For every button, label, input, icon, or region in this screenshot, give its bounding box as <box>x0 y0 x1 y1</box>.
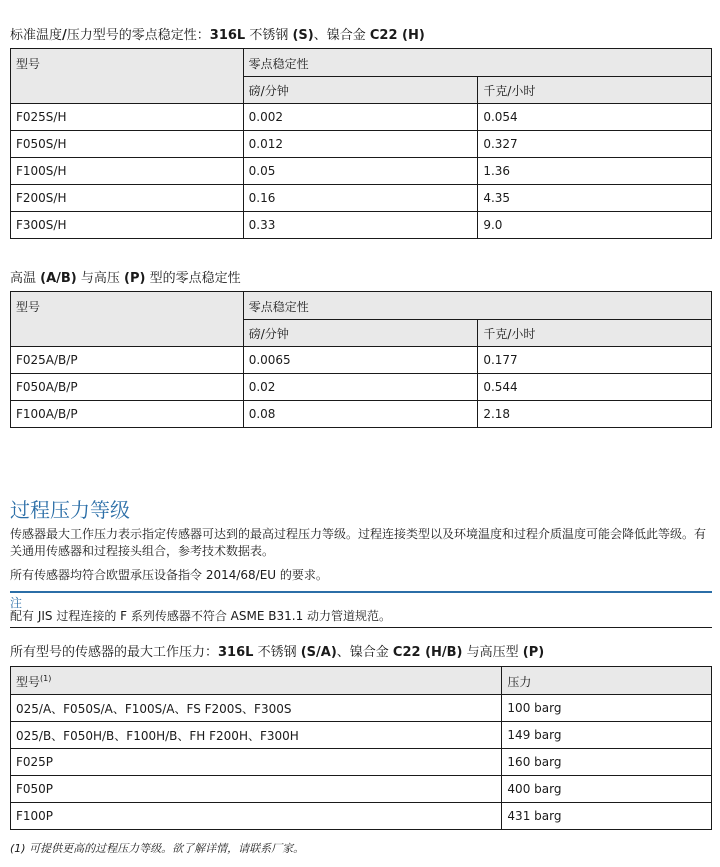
col-header-model <box>11 667 502 695</box>
title-bold: (S) <box>292 28 314 43</box>
section-heading: 过程压力等级 <box>10 498 130 522</box>
cell-kg-per-hr: 0.544 <box>478 374 712 401</box>
zero-stability-table-standard <box>10 48 712 239</box>
cell-pressure: 400 barg <box>502 776 712 803</box>
col-header-zero-stability: 零点稳定性 <box>243 49 711 77</box>
cell-lb-per-min: 0.33 <box>243 212 478 239</box>
cell-kg-per-hr: 0.054 <box>478 104 712 131</box>
cell-kg-per-hr: 9.0 <box>478 212 712 239</box>
cell-pressure: 100 barg <box>502 695 712 722</box>
title-bold: (A/B) <box>40 271 77 286</box>
table-row <box>11 131 712 158</box>
title-text: 与高压型 <box>462 645 523 660</box>
cell-kg-per-hr: 0.327 <box>478 131 712 158</box>
title-text: 不锈钢 <box>253 645 301 660</box>
table-row <box>11 695 712 722</box>
title-bold: (P) <box>522 645 545 660</box>
col-header-zero-stability: 零点稳定性 <box>243 292 711 320</box>
title-bold: 316L <box>209 28 246 43</box>
col-header-model: 型号 <box>11 49 244 104</box>
note-label: 注 <box>10 596 23 610</box>
cell-kg-per-hr: 0.177 <box>478 347 712 374</box>
cell-lb-per-min: 0.05 <box>243 158 478 185</box>
table-row <box>11 722 712 749</box>
directive-paragraph: 所有传感器均符合欧盟承压设备指令 2014/68/EU 的要求。 <box>10 568 328 582</box>
title-text: 不锈钢 <box>245 28 293 43</box>
table1-title <box>10 24 425 43</box>
title-text: 与高压 <box>76 271 125 286</box>
cell-lb-per-min: 0.012 <box>243 131 478 158</box>
table-row <box>11 374 712 401</box>
cell-kg-per-hr: 1.36 <box>478 158 712 185</box>
cell-kg-per-hr: 4.35 <box>478 185 712 212</box>
footnote-ref: (1) <box>40 674 52 683</box>
table-row <box>11 803 712 830</box>
table-row <box>11 158 712 185</box>
table3-title <box>10 641 544 660</box>
note-text: 配有 JIS 过程连接的 F 系列传感器不符合 ASME B31.1 动力管道规范。 <box>10 609 392 623</box>
cell-model: F200S/H <box>11 185 244 212</box>
col-header-lb-per-min: 磅/分钟 <box>243 320 478 347</box>
title-bold: (S/A) <box>300 645 337 660</box>
title-text: 、镍合金 <box>313 28 370 43</box>
table2-title <box>10 267 241 286</box>
cell-model: F100S/H <box>11 158 244 185</box>
title-bold: C22 (H/B) <box>392 645 463 660</box>
table-row <box>11 749 712 776</box>
cell-model: 025/B、F050H/B、F100H/B、FH F200H、F300H <box>11 722 502 749</box>
table-row <box>11 401 712 428</box>
cell-model: F050A/B/P <box>11 374 244 401</box>
col-header-pressure: 压力 <box>502 667 712 695</box>
cell-model: F050S/H <box>11 131 244 158</box>
col-header-kg-per-hr: 千克/小时 <box>478 77 712 104</box>
table-row <box>11 347 712 374</box>
max-pressure-table <box>10 666 712 830</box>
cell-model: F025S/H <box>11 104 244 131</box>
title-bold: 316L <box>218 645 254 660</box>
title-text: 压力型号的零点稳定性： <box>66 28 210 43</box>
title-text: 型的零点稳定性 <box>145 271 241 286</box>
title-text: 标准温度 <box>10 28 63 43</box>
cell-model: F300S/H <box>11 212 244 239</box>
footnote: (1) 可提供更高的过程压力等级。欲了解详情，请联系厂家。 <box>10 842 305 855</box>
cell-pressure: 160 barg <box>502 749 712 776</box>
zero-stability-table-high-temp <box>10 291 712 428</box>
cell-lb-per-min: 0.002 <box>243 104 478 131</box>
cell-model: F100P <box>11 803 502 830</box>
note-bottom-rule <box>10 627 712 628</box>
cell-model: 025/A、F050S/A、F100S/A、FS F200S、F300S <box>11 695 502 722</box>
cell-lb-per-min: 0.16 <box>243 185 478 212</box>
cell-model: F050P <box>11 776 502 803</box>
cell-lb-per-min: 0.08 <box>243 401 478 428</box>
table-row <box>11 104 712 131</box>
cell-lb-per-min: 0.02 <box>243 374 478 401</box>
cell-model: F100A/B/P <box>11 401 244 428</box>
cell-pressure: 431 barg <box>502 803 712 830</box>
col-header-lb-per-min: 磅/分钟 <box>243 77 478 104</box>
cell-pressure: 149 barg <box>502 722 712 749</box>
title-text: 高温 <box>10 271 41 286</box>
table-row <box>11 212 712 239</box>
col-header-model: 型号 <box>11 292 244 347</box>
cell-kg-per-hr: 2.18 <box>478 401 712 428</box>
section-paragraph: 传感器最大工作压力表示指定传感器可达到的最高过程压力等级。过程连接类型以及环境温度和过程介质温度可能会降低此等级。有关通用传感器和过程接头组合，参考技术数据表。 <box>10 527 707 558</box>
cell-model: F025P <box>11 749 502 776</box>
col-header-kg-per-hr: 千克/小时 <box>478 320 712 347</box>
table-row <box>11 185 712 212</box>
title-text: 所有型号的传感器的最大工作压力： <box>10 645 219 660</box>
col-header-model-label: 型号 <box>16 675 41 689</box>
title-bold: (P) <box>124 271 146 286</box>
title-sep: / <box>62 28 67 43</box>
note-top-rule <box>10 591 712 593</box>
cell-lb-per-min: 0.0065 <box>243 347 478 374</box>
table-row <box>11 776 712 803</box>
title-text: 、镍合金 <box>336 645 393 660</box>
cell-model: F025A/B/P <box>11 347 244 374</box>
title-bold: C22 (H) <box>369 28 425 43</box>
